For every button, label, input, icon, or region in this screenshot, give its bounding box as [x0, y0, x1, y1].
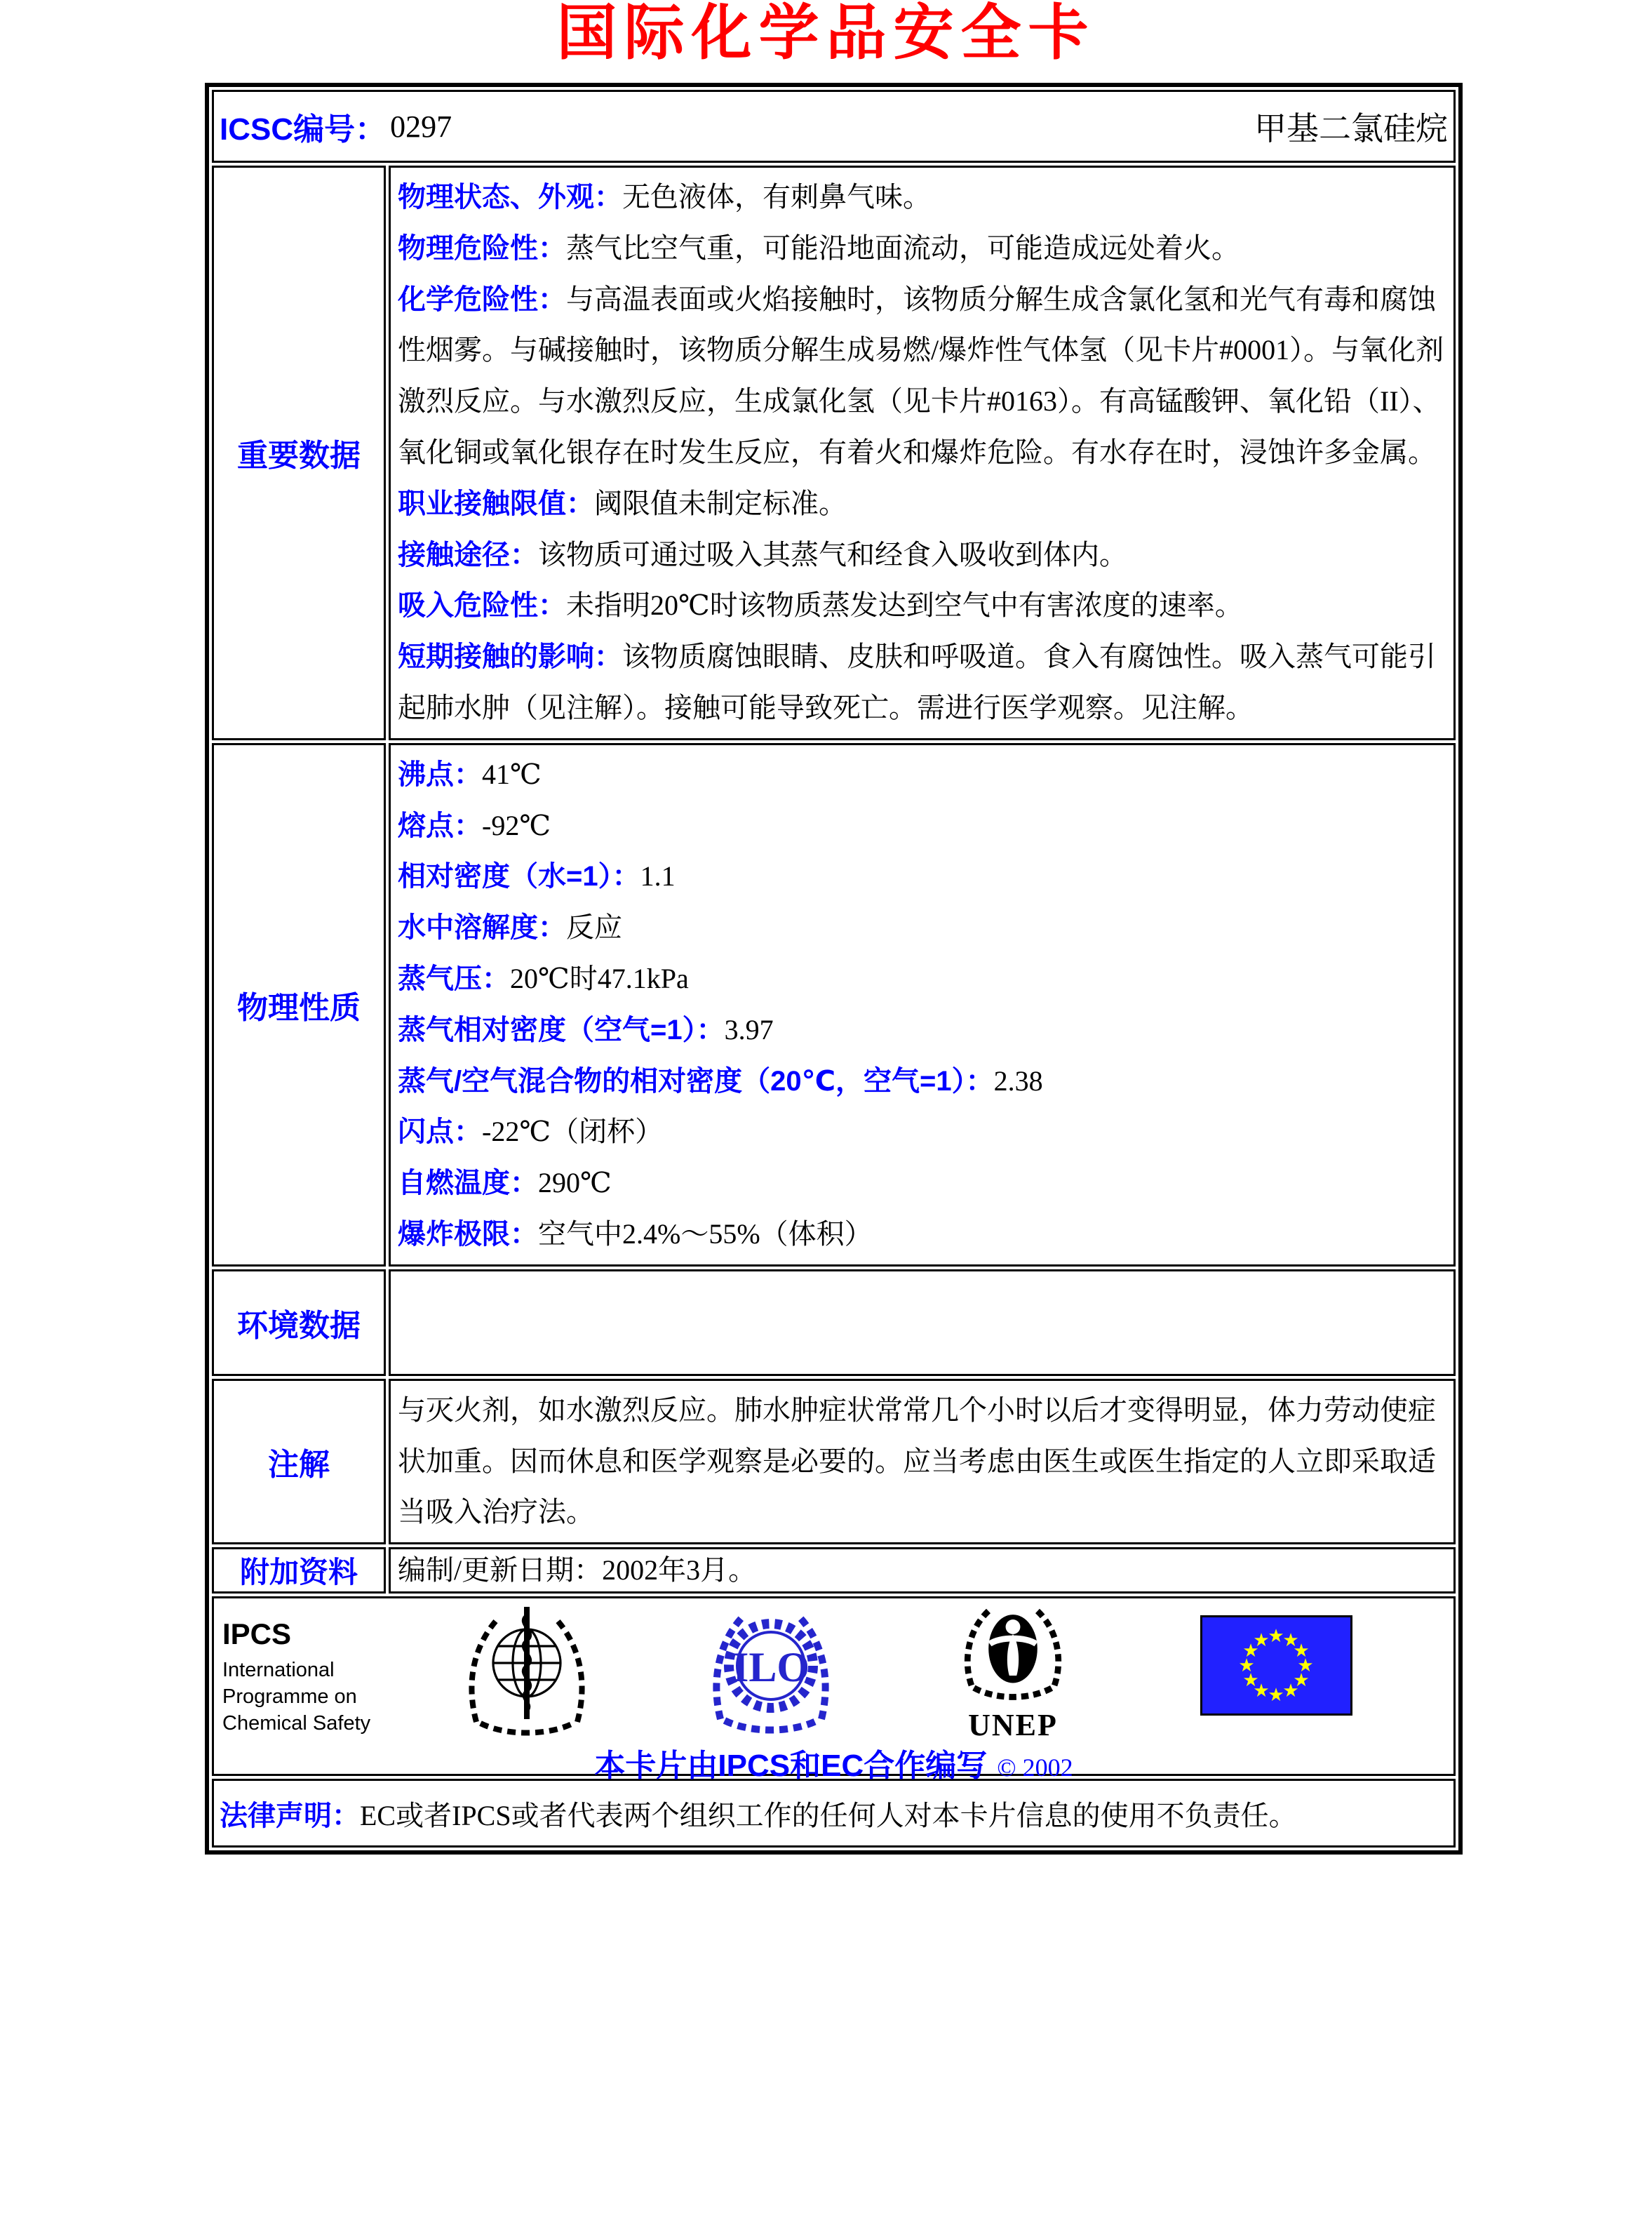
notes-content: 与灭火剂，如水激烈反应。肺水肿症状常常几个小时以后才变得明显，体力劳动使症状加重。因而休息和医学观察是必要的。应当考虑由医生或医生指定的人立即采取适当吸入治疗法。: [389, 1379, 1456, 1544]
field-label: 熔点：: [398, 810, 482, 841]
field-value: 290℃: [538, 1167, 612, 1199]
field-value: 无色液体，有刺鼻气味。: [622, 181, 931, 213]
copyright-text: © 2002: [997, 1753, 1073, 1782]
field-label: 沸点：: [398, 759, 482, 790]
field-value: 1.1: [640, 860, 676, 893]
important-data-item: [398, 223, 1446, 274]
field-label: 短期接触的影响：: [398, 641, 622, 673]
field-value: 阈限值未制定标准。: [594, 487, 847, 519]
svg-text:★: ★: [1268, 1685, 1284, 1706]
credit-text: 本卡片由IPCS和EC合作编写: [594, 1749, 988, 1784]
legal-row: [212, 1779, 1456, 1848]
ilo-monogram: ILO: [732, 1644, 810, 1691]
legal-label: 法律声明：: [220, 1800, 360, 1831]
important-data-item: [398, 632, 1446, 734]
field-value: 空气中2.4%～55%（体积）: [538, 1217, 873, 1250]
environmental-data-content: [389, 1269, 1456, 1376]
field-value: -92℃: [482, 809, 551, 841]
unep-wordmark: UNEP: [968, 1708, 1058, 1743]
section-label-environmental-data: 环境数据: [212, 1269, 386, 1376]
field-label: 职业接触限值：: [398, 488, 594, 519]
ipcs-subtitle-line: Chemical Safety: [222, 1711, 371, 1735]
physical-property-item: [398, 902, 1446, 954]
field-label: 闪点：: [398, 1116, 482, 1148]
unep-logo-icon: [957, 1696, 1069, 1708]
legal-cell: [212, 1779, 1456, 1848]
svg-text:★: ★: [1282, 1681, 1299, 1702]
svg-text:★: ★: [1268, 1626, 1284, 1648]
environmental-data-row: [212, 1269, 1456, 1376]
important-data-item: [398, 530, 1446, 581]
additional-info-content: 编制/更新日期：2002年3月。: [389, 1547, 1456, 1594]
ipcs-subtitle-line: Programme on: [222, 1685, 357, 1708]
physical-properties-row: [212, 743, 1456, 1267]
field-value: -22℃（闭杯）: [482, 1116, 664, 1148]
additional-info-row: [212, 1547, 1456, 1594]
section-label-additional-info: 附加资料: [212, 1547, 386, 1594]
physical-property-item: [398, 1005, 1446, 1056]
field-value: 该物质可通过吸入其蒸气和经食入吸收到体内。: [538, 538, 1127, 570]
field-value: 反应: [566, 911, 622, 944]
svg-text:★: ★: [1253, 1630, 1270, 1652]
who-logo-icon: [462, 1601, 591, 1742]
field-value: 3.97: [724, 1013, 774, 1045]
ipcs-text-block: [222, 1619, 370, 1737]
important-data-item: [398, 479, 1446, 530]
field-label: 爆炸极限：: [398, 1218, 538, 1250]
physical-property-item: [398, 954, 1446, 1005]
ipcs-subtitle-line: International: [222, 1659, 335, 1682]
field-label: 物理状态、外观：: [398, 182, 622, 213]
ipcs-title: IPCS: [222, 1617, 292, 1651]
physical-property-item: [398, 851, 1446, 902]
field-label: 蒸气压：: [398, 963, 510, 994]
field-label: 接触途径：: [398, 539, 538, 570]
field-value: 41℃: [482, 758, 542, 790]
field-label: 化学危险性：: [398, 283, 566, 315]
physical-properties-content: [389, 743, 1456, 1267]
icsc-card-table: [205, 83, 1463, 1855]
legal-text: EC或者IPCS或者代表两个组织工作的任何人对本卡片信息的使用不负责任。: [360, 1799, 1297, 1831]
field-value: 20℃时47.1kPa: [510, 962, 689, 994]
unep-logo-block: [946, 1600, 1080, 1741]
ilo-logo-icon: [706, 1601, 835, 1742]
svg-text:★: ★: [1238, 1655, 1255, 1677]
section-label-physical-properties: 物理性质: [212, 743, 386, 1267]
field-value: 与高温表面或火焰接触时，该物质分解生成含氯化氢和光气有毒和腐蚀性烟雾。与碱接触时，该物质分解生成易燃/爆炸性气体氢（见卡片#0001）。与氧化剂激烈反应。与水激烈反应，生成氯化氢（见卡片#0163）。有高锰酸钾、氧化铅（II）、氧化铜或氧化银存在时发生反应，有着火和爆炸危险。有水存在时，浸蚀许多金属。: [398, 283, 1444, 468]
svg-text:★: ★: [1297, 1655, 1314, 1677]
svg-text:★: ★: [1253, 1681, 1270, 1702]
svg-text:★: ★: [1293, 1670, 1310, 1692]
physical-property-item: [398, 801, 1446, 852]
icsc-number-value: 0297: [390, 109, 452, 144]
field-value: 未指明20℃时该物质蒸发达到空气中有害浓度的速率。: [566, 589, 1243, 622]
page-title: 国际化学品安全卡: [556, 0, 1096, 67]
physical-property-item: [398, 1056, 1446, 1107]
section-label-important-data: 重要数据: [212, 166, 386, 740]
important-data-item: [398, 274, 1446, 479]
svg-text:★: ★: [1242, 1641, 1259, 1662]
important-data-row: [212, 166, 1456, 740]
field-label: 吸入危险性：: [398, 590, 566, 622]
physical-property-item: [398, 1209, 1446, 1260]
physical-property-item: [398, 749, 1446, 801]
header-row: [212, 90, 1456, 163]
field-value: 该物质腐蚀眼睛、皮肤和呼吸道。食入有腐蚀性。吸入蒸气可能引起肺水肿（见注解）。接触可能导致死亡。需进行医学观察。见注解。: [398, 641, 1436, 723]
field-label: 自燃温度：: [398, 1168, 538, 1199]
section-label-notes: 注解: [212, 1379, 386, 1544]
field-label: 蒸气/空气混合物的相对密度（20℃，空气=1）：: [398, 1065, 994, 1097]
logos-cell: [212, 1596, 1456, 1784]
important-data-item: [398, 580, 1446, 632]
important-data-content: [389, 166, 1456, 740]
physical-property-item: [398, 1158, 1446, 1209]
svg-text:★: ★: [1242, 1670, 1259, 1692]
field-label: 物理危险性：: [398, 232, 566, 264]
field-label: 蒸气相对密度（空气=1）：: [398, 1014, 725, 1045]
field-value: 2.38: [993, 1064, 1043, 1097]
physical-property-item: [398, 1107, 1446, 1158]
logos-row: [212, 1596, 1456, 1784]
field-label: 水中溶解度：: [398, 912, 566, 944]
svg-text:★: ★: [1293, 1641, 1310, 1662]
icsc-number-label: ICSC编号：: [220, 112, 387, 147]
important-data-item: [398, 172, 1446, 223]
field-value: 蒸气比空气重，可能沿地面流动，可能造成远处着火。: [566, 232, 1240, 264]
chemical-name: 甲基二氯硅烷: [1254, 111, 1448, 147]
credit-line: [214, 1740, 1453, 1785]
svg-text:★: ★: [1282, 1630, 1299, 1652]
eu-flag-icon: [1200, 1615, 1352, 1719]
header-cell: [212, 90, 1456, 163]
field-label: 相对密度（水=1）：: [398, 861, 640, 893]
notes-row: [212, 1379, 1456, 1544]
